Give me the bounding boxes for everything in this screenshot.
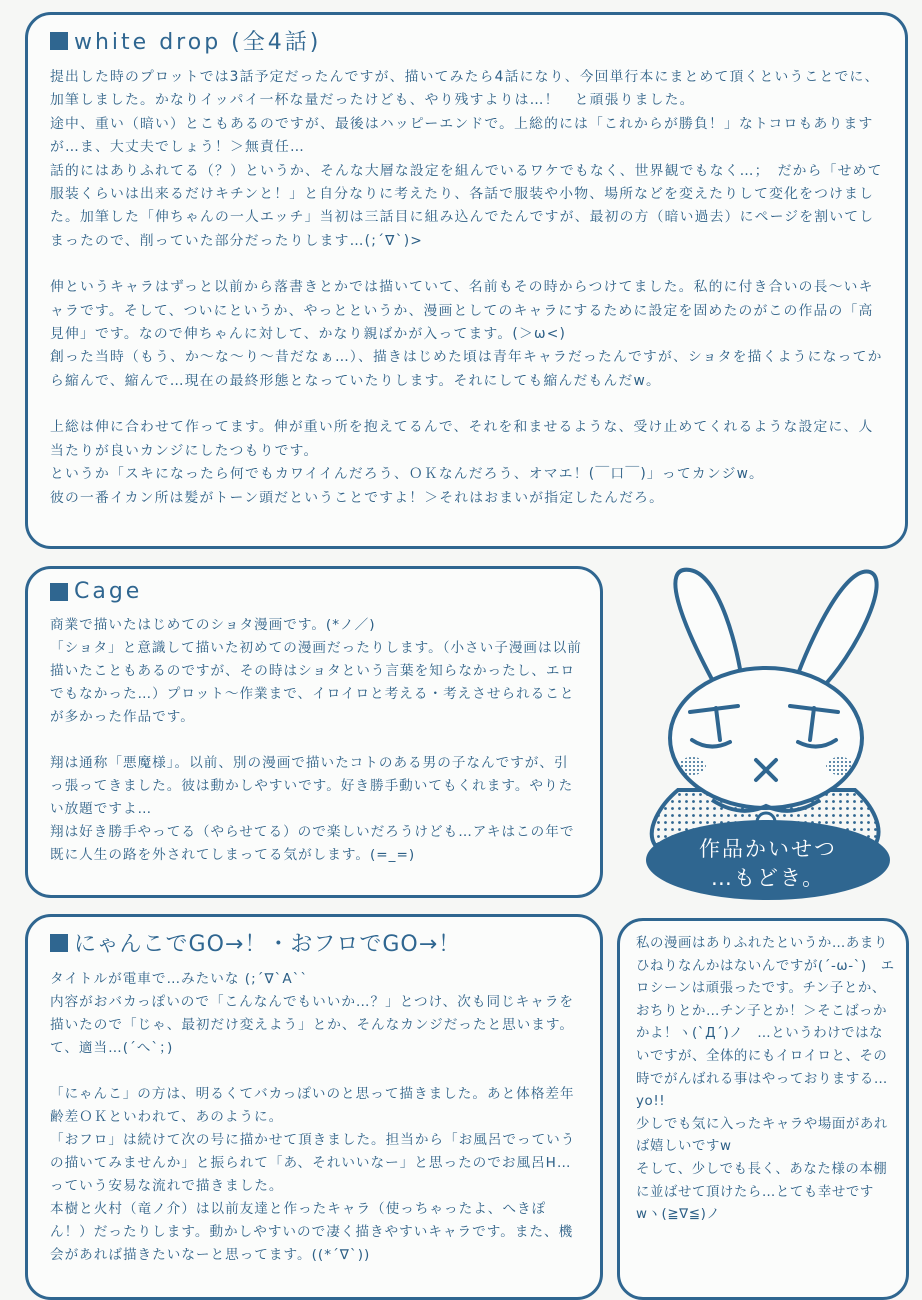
paragraph: 私の漫画はありふれたというか…あまりひねりなんかはないんですが(´-ω-`) エロシーンは頑張ったです。チン子とか、おちりとか…チン子とか！＞そこばっかかよ！ヽ(`Д´)ノ …というわけではないですが、全体的にもイロイロと、その時でがんばれる事はやっておりまする…yo!!	[636, 936, 895, 1110]
paragraph-gap	[50, 253, 887, 276]
paragraph: そして、少しでも長く、あなた様の本棚に並ばせて頂けたら…とても幸せですwヽ(≧∇≦)ノ	[636, 1161, 888, 1223]
section-title-text: にゃんこでGO→！・おフロでGO→！	[74, 932, 462, 957]
square-bullet-icon	[50, 934, 68, 952]
paragraph: 「にゃんこ」の方は、明るくてバカっぽいのと思って描きました。あと体格差年齢差ＯＫといわれて、あのように。	[50, 1086, 575, 1125]
badge-line-2: …もどき。	[710, 866, 826, 890]
paragraph: 「ショタ」と意識して描いた初めての漫画だったりします。（小さい子漫画は以前描いたこともあるのですが、その時はショタという言葉を知らなかったし、エロでもなかった…）プロット～作業まで、イロイロと考える・考えさせられることが多かった作品です。	[50, 640, 582, 725]
square-bullet-icon	[50, 583, 68, 601]
paragraph: 翔は通称「悪魔様」。以前、別の漫画で描いたコトのある男の子なんですが、引っ張ってきました。彼は動かしやすいです。好き勝手動いてもくれます。やりたい放題ですよ…	[50, 755, 574, 817]
section-title	[50, 579, 582, 604]
paragraph: 話的にはありふれてる（？）というか、そんな大層な設定を組んでいるワケでもなく、世界観でもなく…； だから「せめて服装くらいは出来るだけキチンと！」と自分なりに考えたり、各話で服装や小物、場所などを変えたりして変化をつけました。加筆した「伸ちゃんの一人エッチ」当初は三話目に組み込んでたんですが、最初の方（暗い過去）にページを割いてしまったので、削っていた部分だったりします…(;´∇`)>	[50, 162, 883, 249]
section-white-drop	[25, 12, 908, 549]
paragraph: というか「スキになったら何でもカワイイんだろう、ＯＫなんだろう、オマエ！(￣口￣)」ってカンジw。	[50, 466, 765, 483]
badge-line-1: 作品かいせつ	[699, 837, 837, 861]
rabbit-head	[670, 668, 862, 808]
paragraph: 途中、重い（暗い）とこもあるのですが、最後はハッピーエンドで。上総的には「これからが勝負！」なトコロもありますが…ま、大丈夫でしょう！＞無責任…	[50, 115, 874, 156]
paragraph: 創った当時（もう、か～な～り～昔だなぁ…）、描きはじめた頃は青年キャラだったんですが、ショタを描くようになってから縮んで、縮んで…現在の最終形態となっていたりします。それにしても縮んだもんだw。	[50, 349, 883, 389]
paragraph-gap	[50, 393, 887, 416]
paragraph: 「おフロ」は続けて次の号に描かせて頂きました。担当から「お風呂でっていうの描いてみませんか」と振られて「あ、それいいなー」と思ったのでお風呂H…っていう安易な流れで描きました。	[50, 1132, 576, 1194]
section-cage	[25, 566, 603, 898]
paragraph: 上総は伸に合わせて作ってます。伸が重い所を抱えてるんで、それを和ませるような、受け止めてくれるような設定に、人当たりが良いカンジにしたつもりです。	[50, 419, 874, 459]
rabbit-blush-left	[678, 757, 706, 775]
paragraph: 伸というキャラはずっと以前から落書きとかでは描いていて、名前もその時からつけてました。私的に付き合いの長～いキャラです。そして、ついにというか、やっとというか、漫画としてのキャラにするために設定を固めたのがこの作品の「高見伸」です。なので伸ちゃんに対して、かなり親ばかが入ってます。(＞ω<)	[50, 279, 874, 343]
paragraph: 内容がおバカっぽいので「こんなんでもいいか…？」とつけ、次も同じキャラを描いたので「じゃ、最初だけ変えよう」とか、そんなカンジだったと思います。て、適当…(´へ`；)	[50, 994, 575, 1056]
paragraph-gap	[50, 1060, 582, 1083]
rabbit-ear-right	[795, 572, 877, 690]
paragraph: タイトルが電車で…みたいな (;´∇`A``	[50, 971, 309, 987]
section-nyanko	[25, 914, 603, 1300]
paragraph-gap	[50, 729, 582, 752]
square-bullet-icon	[50, 32, 68, 50]
paragraph: 本樹と火村（竜ノ介）は以前友達と作ったキャラ（使っちゃったよ、へきぽん！）だったりします。動かしやすいので凄く描きやすいキャラです。また、機会があれば描きたいなーと思ってます。((*´∇`))	[50, 1201, 574, 1263]
rabbit-mascot-illustration	[620, 560, 915, 905]
rabbit-ear-left	[675, 570, 742, 685]
section-title-text: white drop (全4話)	[74, 30, 322, 55]
section-title	[50, 927, 582, 958]
paragraph: 彼の一番イカン所は髪がトーン頭だということですよ！＞それはおまいが指定したんだろ。	[50, 489, 665, 506]
section-title-text: Cage	[74, 579, 143, 604]
section-side-note	[617, 918, 909, 1300]
rabbit-blush-right	[826, 757, 854, 775]
paragraph: 翔は好き勝手やってる（やらせてる）ので楽しいだろうけども…アキはこの年で既に人生の路を外されてしまってる気がします。(=_=)	[50, 824, 575, 863]
paragraph: 少しでも気に入ったキャラや場面があれば嬉しいですw	[636, 1116, 888, 1155]
paragraph: 商業で描いたはじめてのショタ漫画です。(*ノ／)	[50, 617, 376, 633]
paragraph: 提出した時のプロットでは3話予定だったんですが、描いてみたら4話になり、今回単行本にまとめて頂くということでに、加筆しました。かなりイッパイ一杯な量だったけども、やり残すよりは…！ と頑張りました。	[50, 69, 880, 109]
section-title	[50, 25, 887, 56]
